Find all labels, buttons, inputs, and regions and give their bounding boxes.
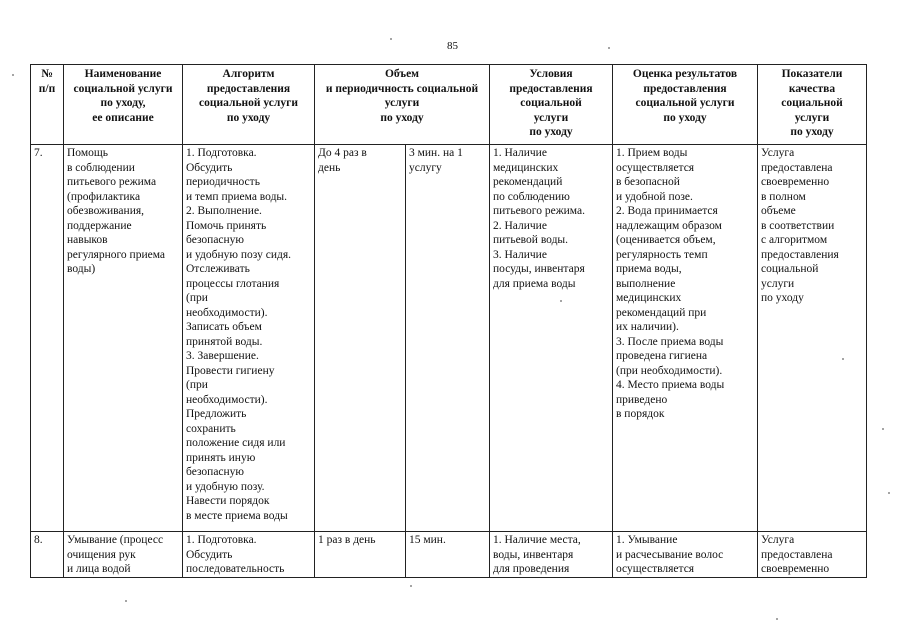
- service-name: [64, 145, 183, 532]
- cell-line: 3 мин. на 1: [409, 147, 463, 159]
- cell-line: 1. Подготовка.: [186, 147, 257, 159]
- cell-line: услугу: [409, 161, 442, 174]
- cell-line: день: [318, 161, 341, 174]
- cell-line: воды): [67, 263, 96, 275]
- cell-line: в месте приема воды: [186, 509, 288, 522]
- cell-line: в соответствии: [761, 219, 835, 232]
- service-quality: [758, 532, 867, 578]
- cell-line: социальной: [781, 97, 843, 109]
- cell-line: услуги: [761, 277, 795, 290]
- scan-speck: [125, 600, 127, 602]
- cell-line: необходимости).: [186, 306, 268, 319]
- cell-line: обезвоживания,: [67, 205, 145, 217]
- scan-speck: [390, 38, 392, 40]
- service-algorithm: [183, 145, 315, 532]
- header-num: [31, 65, 64, 145]
- cell-line: 1. Подготовка.: [186, 534, 257, 546]
- cell-line: принять иную: [186, 451, 256, 464]
- cell-line: Услуга: [761, 534, 795, 546]
- service-frequency: [315, 532, 406, 578]
- cell-line: навыков: [67, 234, 108, 246]
- cell-line: (при необходимости).: [616, 364, 723, 377]
- cell-line: социальной: [520, 97, 582, 109]
- cell-line: очищения рук: [67, 548, 136, 561]
- cell-line: Алгоритм: [222, 68, 275, 80]
- cell-line: Отслеживать: [186, 263, 250, 275]
- cell-line: по уходу: [380, 111, 424, 124]
- cell-line: качества: [788, 82, 836, 95]
- cell-line: процессы глотания: [186, 277, 280, 290]
- cell-line: периодичность: [186, 176, 260, 188]
- cell-line: их наличии).: [616, 321, 679, 333]
- cell-line: (при: [186, 292, 208, 304]
- cell-line: по уходу: [226, 111, 271, 124]
- cell-line: осуществляется: [616, 161, 695, 174]
- cell-line: питьевого режима: [67, 176, 157, 188]
- cell-line: надлежащим образом: [616, 219, 722, 232]
- cell-line: в соблюдении: [67, 161, 135, 174]
- cell-line: рекомендаций: [493, 176, 563, 188]
- cell-line: последовательность: [186, 563, 285, 575]
- cell-line: Наименование: [84, 68, 162, 80]
- service-quality: [758, 145, 867, 532]
- header-name: [64, 65, 183, 145]
- cell-line: предоставления: [761, 248, 839, 261]
- cell-line: социальной услуги: [73, 82, 173, 95]
- cell-line: питьевого режима.: [493, 205, 585, 217]
- header-conditions: [490, 65, 613, 145]
- cell-line: До 4 раз в: [318, 147, 367, 159]
- cell-line: в полном: [761, 190, 806, 203]
- service-conditions: [490, 145, 613, 532]
- table-row: [31, 532, 867, 578]
- service-volume: [406, 145, 490, 532]
- cell-line: рекомендаций при: [616, 306, 707, 319]
- cell-line: предоставления: [206, 82, 291, 95]
- cell-line: 1 раз в день: [318, 534, 376, 546]
- cell-line: 4. Место приема воды: [616, 379, 725, 391]
- header-algorithm: [183, 65, 315, 145]
- cell-line: и расчесывание волос: [616, 548, 724, 561]
- cell-line: по уходу: [663, 111, 707, 124]
- cell-line: 1. Наличие: [493, 147, 547, 159]
- cell-line: своевременно: [761, 176, 830, 188]
- cell-line: 2. Вода принимается: [616, 205, 718, 217]
- header-quality: [758, 65, 867, 145]
- cell-line: социальной услуги: [635, 97, 735, 109]
- cell-line: необходимости).: [186, 393, 268, 406]
- cell-line: в порядок: [616, 408, 665, 420]
- cell-line: и лица водой: [67, 563, 131, 575]
- cell-line: 15 мин.: [409, 534, 446, 546]
- cell-line: 2. Наличие: [493, 219, 547, 232]
- service-conditions: [490, 532, 613, 578]
- header-evaluation: [613, 65, 758, 145]
- cell-line: регулярного приема: [67, 248, 166, 261]
- cell-line: по уходу: [529, 126, 573, 138]
- cell-line: Показатели: [781, 68, 843, 80]
- cell-line: социальной: [761, 263, 819, 275]
- cell-line: медицинских: [616, 292, 682, 304]
- cell-line: безопасную: [186, 466, 245, 478]
- cell-line: Умывание (процесс: [67, 534, 164, 546]
- cell-line: принятой воды.: [186, 335, 263, 348]
- cell-line: Предложить: [186, 408, 247, 420]
- cell-line: (оценивается объем,: [616, 234, 716, 246]
- cell-line: приема воды,: [616, 263, 682, 275]
- cell-line: с алгоритмом: [761, 234, 828, 246]
- cell-line: по уходу: [790, 126, 834, 138]
- cell-line: положение сидя или: [186, 437, 286, 449]
- cell-line: поддержание: [67, 219, 132, 232]
- cell-line: безопасную: [186, 234, 245, 246]
- cell-line: сохранить: [186, 422, 236, 435]
- cell-line: Помощь: [67, 147, 108, 159]
- cell-line: по уходу,: [100, 97, 146, 109]
- header-row: [31, 65, 867, 145]
- cell-line: Провести гигиену: [186, 364, 275, 377]
- cell-line: 1. Умывание: [616, 534, 678, 546]
- cell-line: объеме: [761, 205, 796, 217]
- cell-line: услуги: [794, 111, 830, 124]
- cell-line: регулярность темп: [616, 248, 708, 261]
- cell-line: (при: [186, 379, 208, 391]
- row-number: 8.: [31, 532, 64, 578]
- cell-line: для проведения: [493, 563, 570, 575]
- cell-line: 3. Завершение.: [186, 350, 259, 362]
- cell-line: предоставления: [643, 82, 727, 95]
- page-number: 85: [447, 40, 458, 52]
- cell-line: своевременно: [761, 563, 830, 575]
- cell-line: Записать объем: [186, 321, 262, 333]
- cell-line: воды, инвентаря: [493, 548, 574, 561]
- cell-line: услуги: [384, 97, 420, 109]
- cell-line: питьевой воды.: [493, 234, 569, 246]
- scan-speck: [608, 47, 610, 49]
- services-table: [30, 64, 867, 578]
- table-row: [31, 145, 867, 532]
- row-number: 7.: [31, 145, 64, 532]
- cell-line: Услуга: [761, 147, 795, 159]
- scan-speck: [882, 428, 884, 430]
- cell-line: в безопасной: [616, 176, 680, 188]
- cell-line: 3. После приема воды: [616, 335, 724, 348]
- cell-line: Помочь принять: [186, 219, 267, 232]
- cell-line: п/п: [38, 82, 56, 95]
- scan-speck: [842, 358, 844, 360]
- cell-line: Условия: [529, 68, 573, 80]
- service-evaluation: [613, 532, 758, 578]
- cell-line: и удобной позе.: [616, 190, 693, 203]
- cell-line: 3. Наличие: [493, 248, 547, 261]
- cell-line: и удобную позу сидя.: [186, 248, 291, 261]
- service-evaluation: [613, 145, 758, 532]
- cell-line: 1. Прием воды: [616, 147, 688, 159]
- cell-line: и периодичность социальной: [325, 82, 479, 95]
- cell-line: осуществляется: [616, 563, 695, 575]
- cell-line: №: [41, 68, 53, 80]
- cell-line: и темп приема воды.: [186, 190, 288, 203]
- scan-speck: [888, 492, 890, 494]
- scan-speck: [410, 585, 412, 587]
- cell-line: (профилактика: [67, 190, 141, 203]
- cell-line: приведено: [616, 393, 668, 406]
- cell-line: выполнение: [616, 277, 676, 290]
- cell-line: Обсудить: [186, 161, 233, 174]
- header-volume: [315, 65, 490, 145]
- scan-speck: [12, 74, 14, 76]
- cell-line: для приема воды: [493, 277, 576, 290]
- service-frequency: [315, 145, 406, 532]
- cell-line: и удобную позу.: [186, 480, 265, 493]
- cell-line: проведена гигиена: [616, 350, 708, 362]
- cell-line: Навести порядок: [186, 495, 270, 507]
- cell-line: 2. Выполнение.: [186, 205, 262, 217]
- cell-line: социальной услуги: [199, 97, 298, 109]
- cell-line: по соблюдению: [493, 190, 570, 203]
- cell-line: Объем: [384, 68, 420, 80]
- cell-line: Обсудить: [186, 548, 233, 561]
- scan-speck: [776, 618, 778, 620]
- cell-line: посуды, инвентаря: [493, 263, 585, 275]
- cell-line: услуги: [533, 111, 569, 124]
- cell-line: медицинских: [493, 161, 559, 174]
- cell-line: ее описание: [92, 111, 154, 124]
- service-volume: [406, 532, 490, 578]
- cell-line: предоставлена: [761, 161, 833, 174]
- cell-line: предоставлена: [761, 548, 833, 561]
- cell-line: по уходу: [761, 292, 804, 304]
- cell-line: 1. Наличие места,: [493, 534, 581, 546]
- service-name: [64, 532, 183, 578]
- service-algorithm: [183, 532, 315, 578]
- scan-speck: [560, 300, 562, 302]
- cell-line: Оценка результатов: [632, 68, 738, 80]
- cell-line: предоставления: [509, 82, 593, 95]
